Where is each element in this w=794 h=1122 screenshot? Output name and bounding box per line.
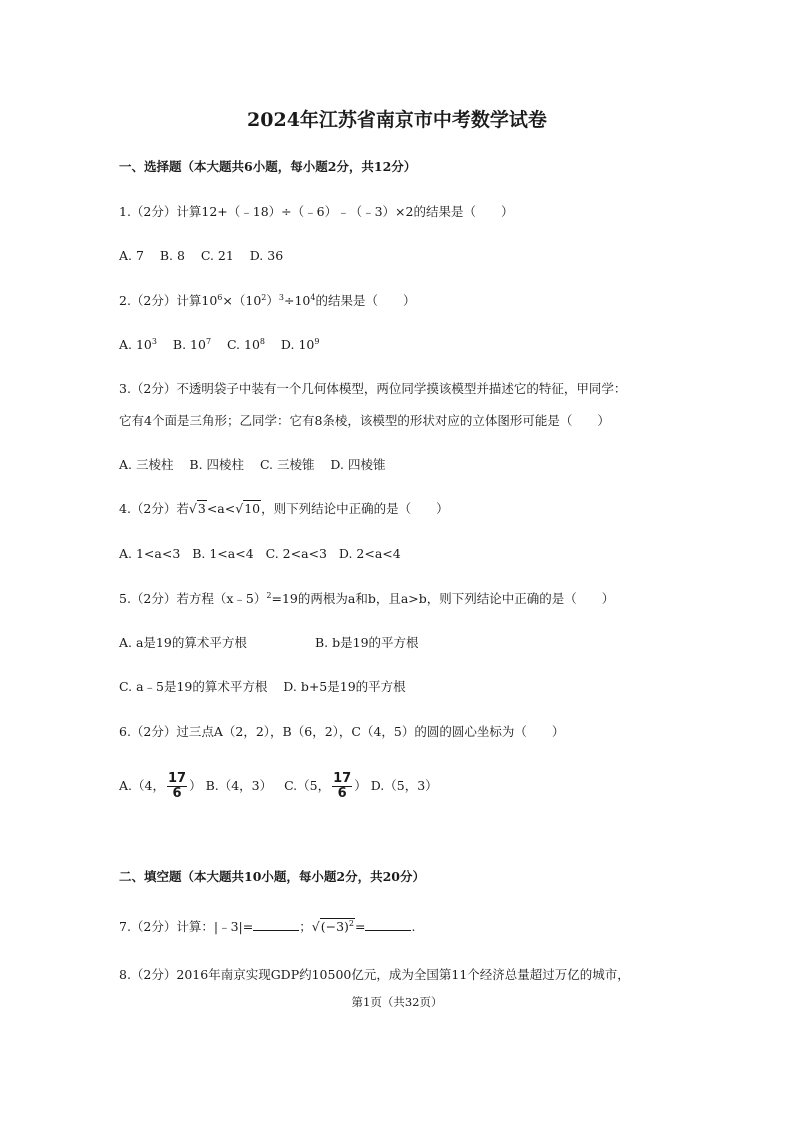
option-d [281,336,320,354]
q2-text-b: ×（10 [222,293,262,308]
option-c-base: C. 10 [226,337,260,352]
radicand-base: (−3) [320,919,349,934]
question-3-line-2: 它有4个面是三角形；乙同学：它有8条棱，该模型的形状对应的立体图形可能是（ ） [119,413,610,428]
option-a-base: A. 10 [119,337,152,352]
option-a: A. 三棱柱 [119,457,174,472]
option-a: A. 7 [119,248,144,263]
question-7-stem [119,918,415,936]
q5-exp: 2 [266,590,272,600]
question-3-line-1: 3.（2分）不透明袋子中装有一个几何体模型，两位同学摸该模型并描述它的特征，甲同学： [119,381,627,396]
option-c [227,336,265,354]
option-c-post: ） [354,778,367,793]
numerator: 17 [333,771,352,786]
option-d: D.（5，3） [370,778,438,793]
fraction-17-over-6 [332,772,352,801]
q5-text-b: =19的两根为a和b，且a>b，则下列结论中正确的是（ ） [271,591,615,606]
question-2-options [119,336,319,354]
answer-blank-2 [365,918,411,931]
q2-exp-d: 4 [310,292,316,302]
option-c: C. 21 [200,248,234,263]
radicand [320,918,355,934]
option-a [119,336,157,354]
denominator: 6 [337,786,347,801]
q7-sep: ； [299,919,312,934]
question-5-options-row-2 [119,678,406,696]
q7-end: . [411,919,416,934]
option-c: C. a﹣5是19的算术平方根 [119,679,268,694]
q7-text-a: 7.（2分）计算：|﹣3|= [119,919,254,934]
option-a: A. 1<a<3 [119,546,181,561]
option-d-base: D. 10 [280,337,315,352]
question-4-options [119,545,401,563]
section-heading-fill: 二、填空题（本大题共10小题，每小题2分，共20分） [119,869,425,884]
option-c-exp: 8 [259,336,266,346]
option-d: D. 四棱锥 [330,457,386,472]
option-b [173,336,211,354]
question-1-options [119,247,283,265]
radicand-exp: 2 [348,918,354,928]
option-a-post: ） [189,778,202,793]
q2-text-a: 2.（2分）计算10 [119,293,218,308]
option-b-base: B. 10 [172,337,206,352]
option-c-pre: C.（5， [284,778,331,793]
sqrt-3: √3 [188,501,206,516]
q4-text-b: ，则下列结论中正确的是（ ） [261,501,449,516]
q2-text-d: ÷10 [283,293,311,308]
q5-text-a: 5.（2分）若方程（x﹣5） [119,591,267,606]
option-d: D. 36 [249,248,284,263]
question-5-stem [119,590,614,608]
answer-blank-1 [253,918,299,931]
option-b: B. 1<a<4 [192,546,254,561]
question-2-stem [119,292,415,310]
option-d: D. 2<a<4 [338,546,401,561]
option-a-pre: A.（4， [119,778,165,793]
question-1-stem: 1.（2分）计算12+（﹣18）÷（﹣6）﹣（﹣3）×2的结果是（ ） [119,204,514,219]
option-d: D. b+5是19的平方根 [283,679,406,694]
option-a [119,766,202,806]
q2-text-e: 的结果是（ ） [315,293,416,308]
sqrt-expression: $√(-3)^2$ [311,918,354,934]
option-b: B. 四棱柱 [189,457,245,472]
q4-text-a: 4.（2分）若 [119,501,189,516]
question-6-options [119,766,438,806]
radicand-b: 10 [244,501,261,516]
q2-exp-b: 2 [261,292,267,302]
fraction-17-over-6 [167,772,187,801]
question-4-stem [119,500,449,518]
denominator: 6 [172,786,182,801]
option-c [284,766,367,806]
option-b: B. b是19的平方根 [315,635,419,650]
section-heading-choice: 一、选择题（本大题共6小题，每小题2分，共12分） [119,159,417,174]
option-c: C. 2<a<3 [265,546,327,561]
exam-title: 2024年江苏省南京市中考数学试卷 [247,109,547,131]
page-footer: 第1页（共32页） [351,995,443,1009]
option-c: C. 三棱锥 [259,457,315,472]
question-8-line-1: 8.（2分）2016年南京实现GDP约10500亿元，成为全国第11个经济总量超过万亿的城市， [119,967,630,982]
option-a-exp: 3 [151,336,157,346]
option-a: A. a是19的算术平方根 [119,635,247,650]
option-d-exp: 9 [314,336,320,346]
question-5-options-row-1 [119,634,419,652]
q4-inequality: <a< [206,501,236,516]
option-b: B. 8 [159,248,185,263]
q2-text-c: ） [266,293,279,308]
q7-eq: = [355,919,366,934]
numerator: 17 [167,771,187,786]
question-6-stem: 6.（2分）过三点A（2，2），B（6，2），C（4，5）的圆的圆心坐标为（ ） [119,724,565,739]
sqrt-10: √10 [235,501,261,516]
q2-exp-c: 3 [278,292,284,302]
q2-exp-a: 6 [217,292,223,302]
radicand-a: 3 [197,501,206,516]
option-b: B.（4，3） [205,778,273,793]
option-b-exp: 7 [205,336,212,346]
question-3-options [119,456,385,474]
